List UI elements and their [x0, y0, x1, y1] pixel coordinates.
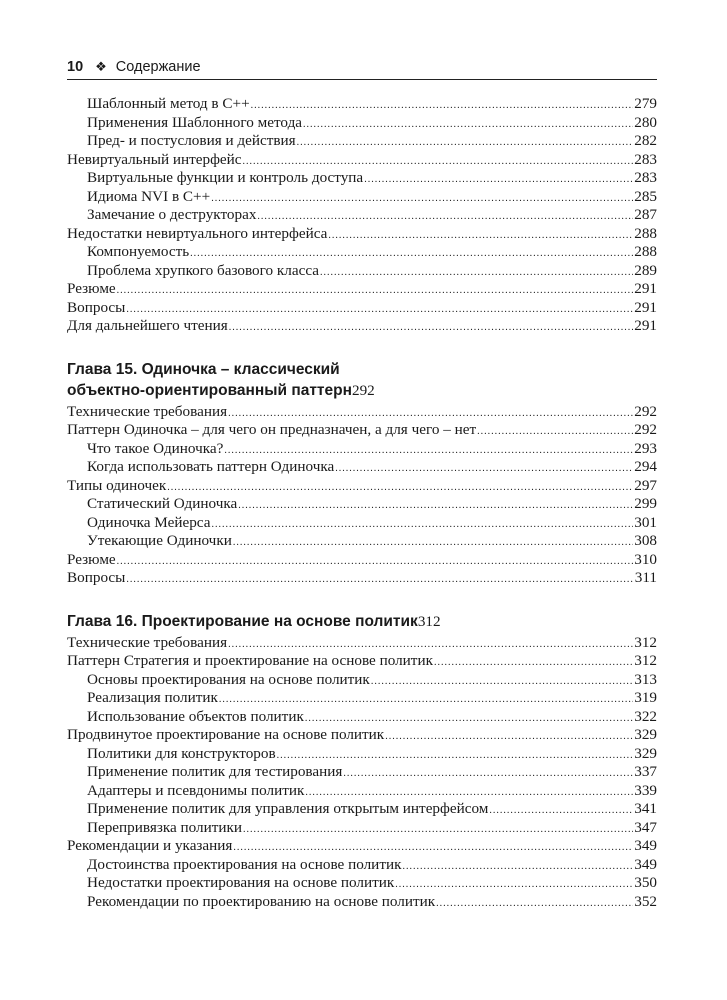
toc-entry[interactable] — [67, 477, 657, 496]
entry-title: Что такое Одиночка? — [87, 439, 224, 457]
toc-section — [67, 612, 657, 912]
toc-subentry[interactable] — [67, 440, 657, 459]
dot-leader — [328, 227, 633, 246]
entry-page-number: 322 — [634, 707, 657, 725]
entry-page-number: 293 — [634, 439, 657, 457]
chapter-heading[interactable] — [67, 612, 657, 632]
toc-entry[interactable] — [67, 726, 657, 745]
entry-page-number: 329 — [634, 726, 657, 743]
entry-page-number: 337 — [634, 763, 657, 780]
entry-title: Недостатки невиртуального интерфейса — [67, 224, 328, 242]
entry-title: Пред- и постусловия и действия — [87, 132, 296, 149]
entry-page-number: 301 — [634, 513, 657, 531]
toc-subentry[interactable] — [67, 243, 657, 262]
entry-page-number: 283 — [634, 169, 657, 186]
toc-entry[interactable] — [67, 421, 657, 440]
entry-page-number: 288 — [634, 224, 657, 242]
dot-leader — [477, 423, 633, 442]
entry-title: Применение политик для управления открытым интерфейсом — [87, 800, 489, 817]
dot-leader — [211, 190, 633, 209]
toc-entry[interactable] — [67, 317, 657, 336]
toc-subentry[interactable] — [67, 874, 657, 893]
entry-title: Шаблонный метод в C++ — [87, 95, 250, 112]
dot-leader — [243, 821, 633, 840]
dot-leader — [303, 116, 633, 135]
toc-entry[interactable] — [67, 837, 657, 856]
toc-subentry[interactable] — [67, 95, 657, 114]
entry-page-number: 292 — [634, 402, 657, 420]
entry-page-number: 291 — [634, 317, 657, 334]
toc-entry[interactable] — [67, 225, 657, 244]
entry-page-number: 312 — [634, 633, 657, 651]
toc-section — [67, 95, 657, 336]
entry-page-number: 310 — [634, 550, 657, 568]
entry-title: Невиртуальный интерфейс — [67, 150, 242, 168]
dot-leader — [320, 264, 633, 283]
entry-title: Замечание о деструкторах — [87, 206, 257, 223]
header-title: Содержание — [115, 59, 201, 75]
entry-title: Компонуемость — [87, 243, 190, 260]
toc-subentry[interactable] — [67, 114, 657, 133]
entry-title: Паттерн Одиночка – для чего он предназначен, а для чего – нет — [67, 421, 477, 438]
toc-entry[interactable] — [67, 569, 657, 588]
toc-subentry[interactable] — [67, 893, 657, 912]
entry-title: Продвинутое проектирование на основе политик — [67, 726, 385, 743]
toc-subentry[interactable] — [67, 763, 657, 782]
entry-page-number: 329 — [634, 744, 657, 762]
toc-subentry[interactable] — [67, 689, 657, 708]
toc-subentry[interactable] — [67, 671, 657, 690]
entry-page-number: 350 — [634, 874, 657, 891]
entry-title: Технические требования — [67, 633, 228, 651]
entry-title: Рекомендации по проектированию на основе политик — [87, 892, 436, 910]
toc-subentry[interactable] — [67, 745, 657, 764]
entry-title: Резюме — [67, 550, 116, 568]
dot-leader — [335, 460, 633, 479]
toc-subentry[interactable] — [67, 169, 657, 188]
entry-page-number: 283 — [634, 150, 657, 168]
dot-leader — [238, 497, 633, 516]
dot-leader — [436, 895, 633, 914]
entry-page-number: 311 — [634, 569, 657, 586]
entry-title: Достоинства проектирования на основе политик — [87, 855, 402, 873]
entry-page-number: 285 — [634, 187, 657, 205]
toc-subentry[interactable] — [67, 782, 657, 801]
entry-page-number: 279 — [634, 95, 657, 112]
chapter-page-number: 292 — [351, 381, 375, 399]
entry-title: Вопросы — [67, 298, 126, 316]
entry-page-number: 319 — [634, 689, 657, 706]
dot-leader — [402, 858, 633, 877]
chapter-title-line1: Глава 15. Одиночка – классический — [67, 360, 340, 378]
entry-page-number: 282 — [634, 132, 657, 149]
entry-title: Для дальнейшего чтения — [67, 317, 228, 334]
chapter-title: Глава 16. Проектирование на основе политик — [67, 612, 418, 630]
entry-title: Применение политик для тестирования — [87, 763, 343, 780]
entry-title: Основы проектирования на основе политик — [87, 670, 370, 688]
dot-leader — [297, 134, 634, 153]
toc-section — [67, 360, 657, 588]
entry-title: Утекающие Одиночки — [87, 532, 232, 549]
dot-leader — [343, 765, 633, 784]
entry-title: Рекомендации и указания — [67, 837, 233, 854]
toc-subentry[interactable] — [67, 800, 657, 819]
toc-entry[interactable] — [67, 634, 657, 653]
chapter-title: объектно-ориентированный паттерн — [67, 381, 352, 399]
dot-leader — [251, 97, 634, 116]
toc-subentry[interactable] — [67, 188, 657, 207]
entry-page-number: 313 — [634, 670, 657, 688]
entry-title: Адаптеры и псевдонимы политик — [87, 781, 305, 799]
entry-page-number: 297 — [634, 476, 657, 494]
entry-title: Статический Одиночка — [87, 495, 238, 512]
chapter-page-number: 312 — [417, 612, 441, 630]
entry-title: Использование объектов политик — [87, 707, 304, 725]
entry-title: Проблема хрупкого базового класса — [87, 261, 320, 279]
toc-subentry[interactable] — [67, 856, 657, 875]
entry-title: Технические требования — [67, 402, 228, 420]
toc-subentry[interactable] — [67, 708, 657, 727]
toc-entry[interactable] — [67, 299, 657, 318]
entry-title: Политики для конструкторов — [87, 744, 276, 762]
dot-leader — [126, 571, 633, 590]
dot-leader — [371, 673, 633, 692]
dot-leader — [229, 319, 633, 338]
entry-page-number: 349 — [634, 837, 657, 854]
entry-page-number: 288 — [634, 243, 657, 260]
toc-entry[interactable] — [67, 403, 657, 422]
toc-subentry[interactable] — [67, 819, 657, 838]
dot-leader — [364, 171, 633, 190]
entry-page-number: 352 — [634, 892, 657, 910]
entry-page-number: 294 — [634, 458, 657, 475]
dot-leader — [233, 534, 633, 553]
entry-title: Идиома NVI в C++ — [87, 187, 211, 205]
entry-page-number: 292 — [634, 421, 657, 438]
entry-page-number: 287 — [634, 206, 657, 223]
entry-title: Резюме — [67, 280, 116, 297]
entry-page-number: 347 — [634, 818, 657, 836]
entry-title: Реализация политик — [87, 689, 218, 706]
entry-page-number: 349 — [634, 855, 657, 873]
dot-leader — [385, 728, 633, 747]
entry-page-number: 291 — [634, 298, 657, 316]
entry-page-number: 339 — [634, 781, 657, 799]
chapter-heading[interactable] — [67, 381, 657, 401]
running-header — [67, 55, 657, 79]
entry-page-number: 291 — [634, 280, 657, 297]
toc-entry[interactable] — [67, 280, 657, 299]
diamond-separator-icon: ❖ — [95, 59, 107, 74]
entry-title: Недостатки проектирования на основе политик — [87, 874, 395, 891]
entry-title: Паттерн Стратегия и проектирование на основе политик — [67, 652, 433, 669]
entry-page-number: 341 — [634, 800, 657, 817]
toc-subentry[interactable] — [67, 262, 657, 281]
entry-page-number: 299 — [634, 495, 657, 512]
header-rule — [67, 79, 657, 80]
toc-subentry[interactable] — [67, 514, 657, 533]
toc-entry[interactable] — [67, 551, 657, 570]
entry-title: Типы одиночек — [67, 476, 167, 494]
dot-leader — [117, 282, 634, 301]
table-of-contents — [67, 95, 657, 935]
entry-title: Когда использовать паттерн Одиночка — [87, 458, 335, 475]
dot-leader — [489, 802, 633, 821]
toc-entry[interactable] — [67, 151, 657, 170]
toc-entry[interactable] — [67, 652, 657, 671]
toc-subentry[interactable] — [67, 206, 657, 225]
dot-leader — [117, 553, 634, 572]
entry-page-number: 280 — [634, 113, 657, 131]
header-page-number: 10 — [67, 59, 84, 75]
toc-subentry[interactable] — [67, 458, 657, 477]
entry-title: Одиночка Мейерса — [87, 513, 211, 531]
entry-title: Применения Шаблонного метода — [87, 113, 303, 131]
toc-subentry[interactable] — [67, 532, 657, 551]
dot-leader — [211, 516, 633, 535]
entry-page-number: 308 — [634, 532, 657, 549]
entry-title: Виртуальные функции и контроль доступа — [87, 169, 364, 186]
entry-page-number: 312 — [634, 652, 657, 669]
toc-subentry[interactable] — [67, 495, 657, 514]
entry-page-number: 289 — [634, 261, 657, 279]
dot-leader — [434, 654, 633, 673]
entry-title: Вопросы — [67, 569, 126, 586]
toc-subentry[interactable] — [67, 132, 657, 151]
entry-title: Перепривязка политики — [87, 818, 243, 836]
